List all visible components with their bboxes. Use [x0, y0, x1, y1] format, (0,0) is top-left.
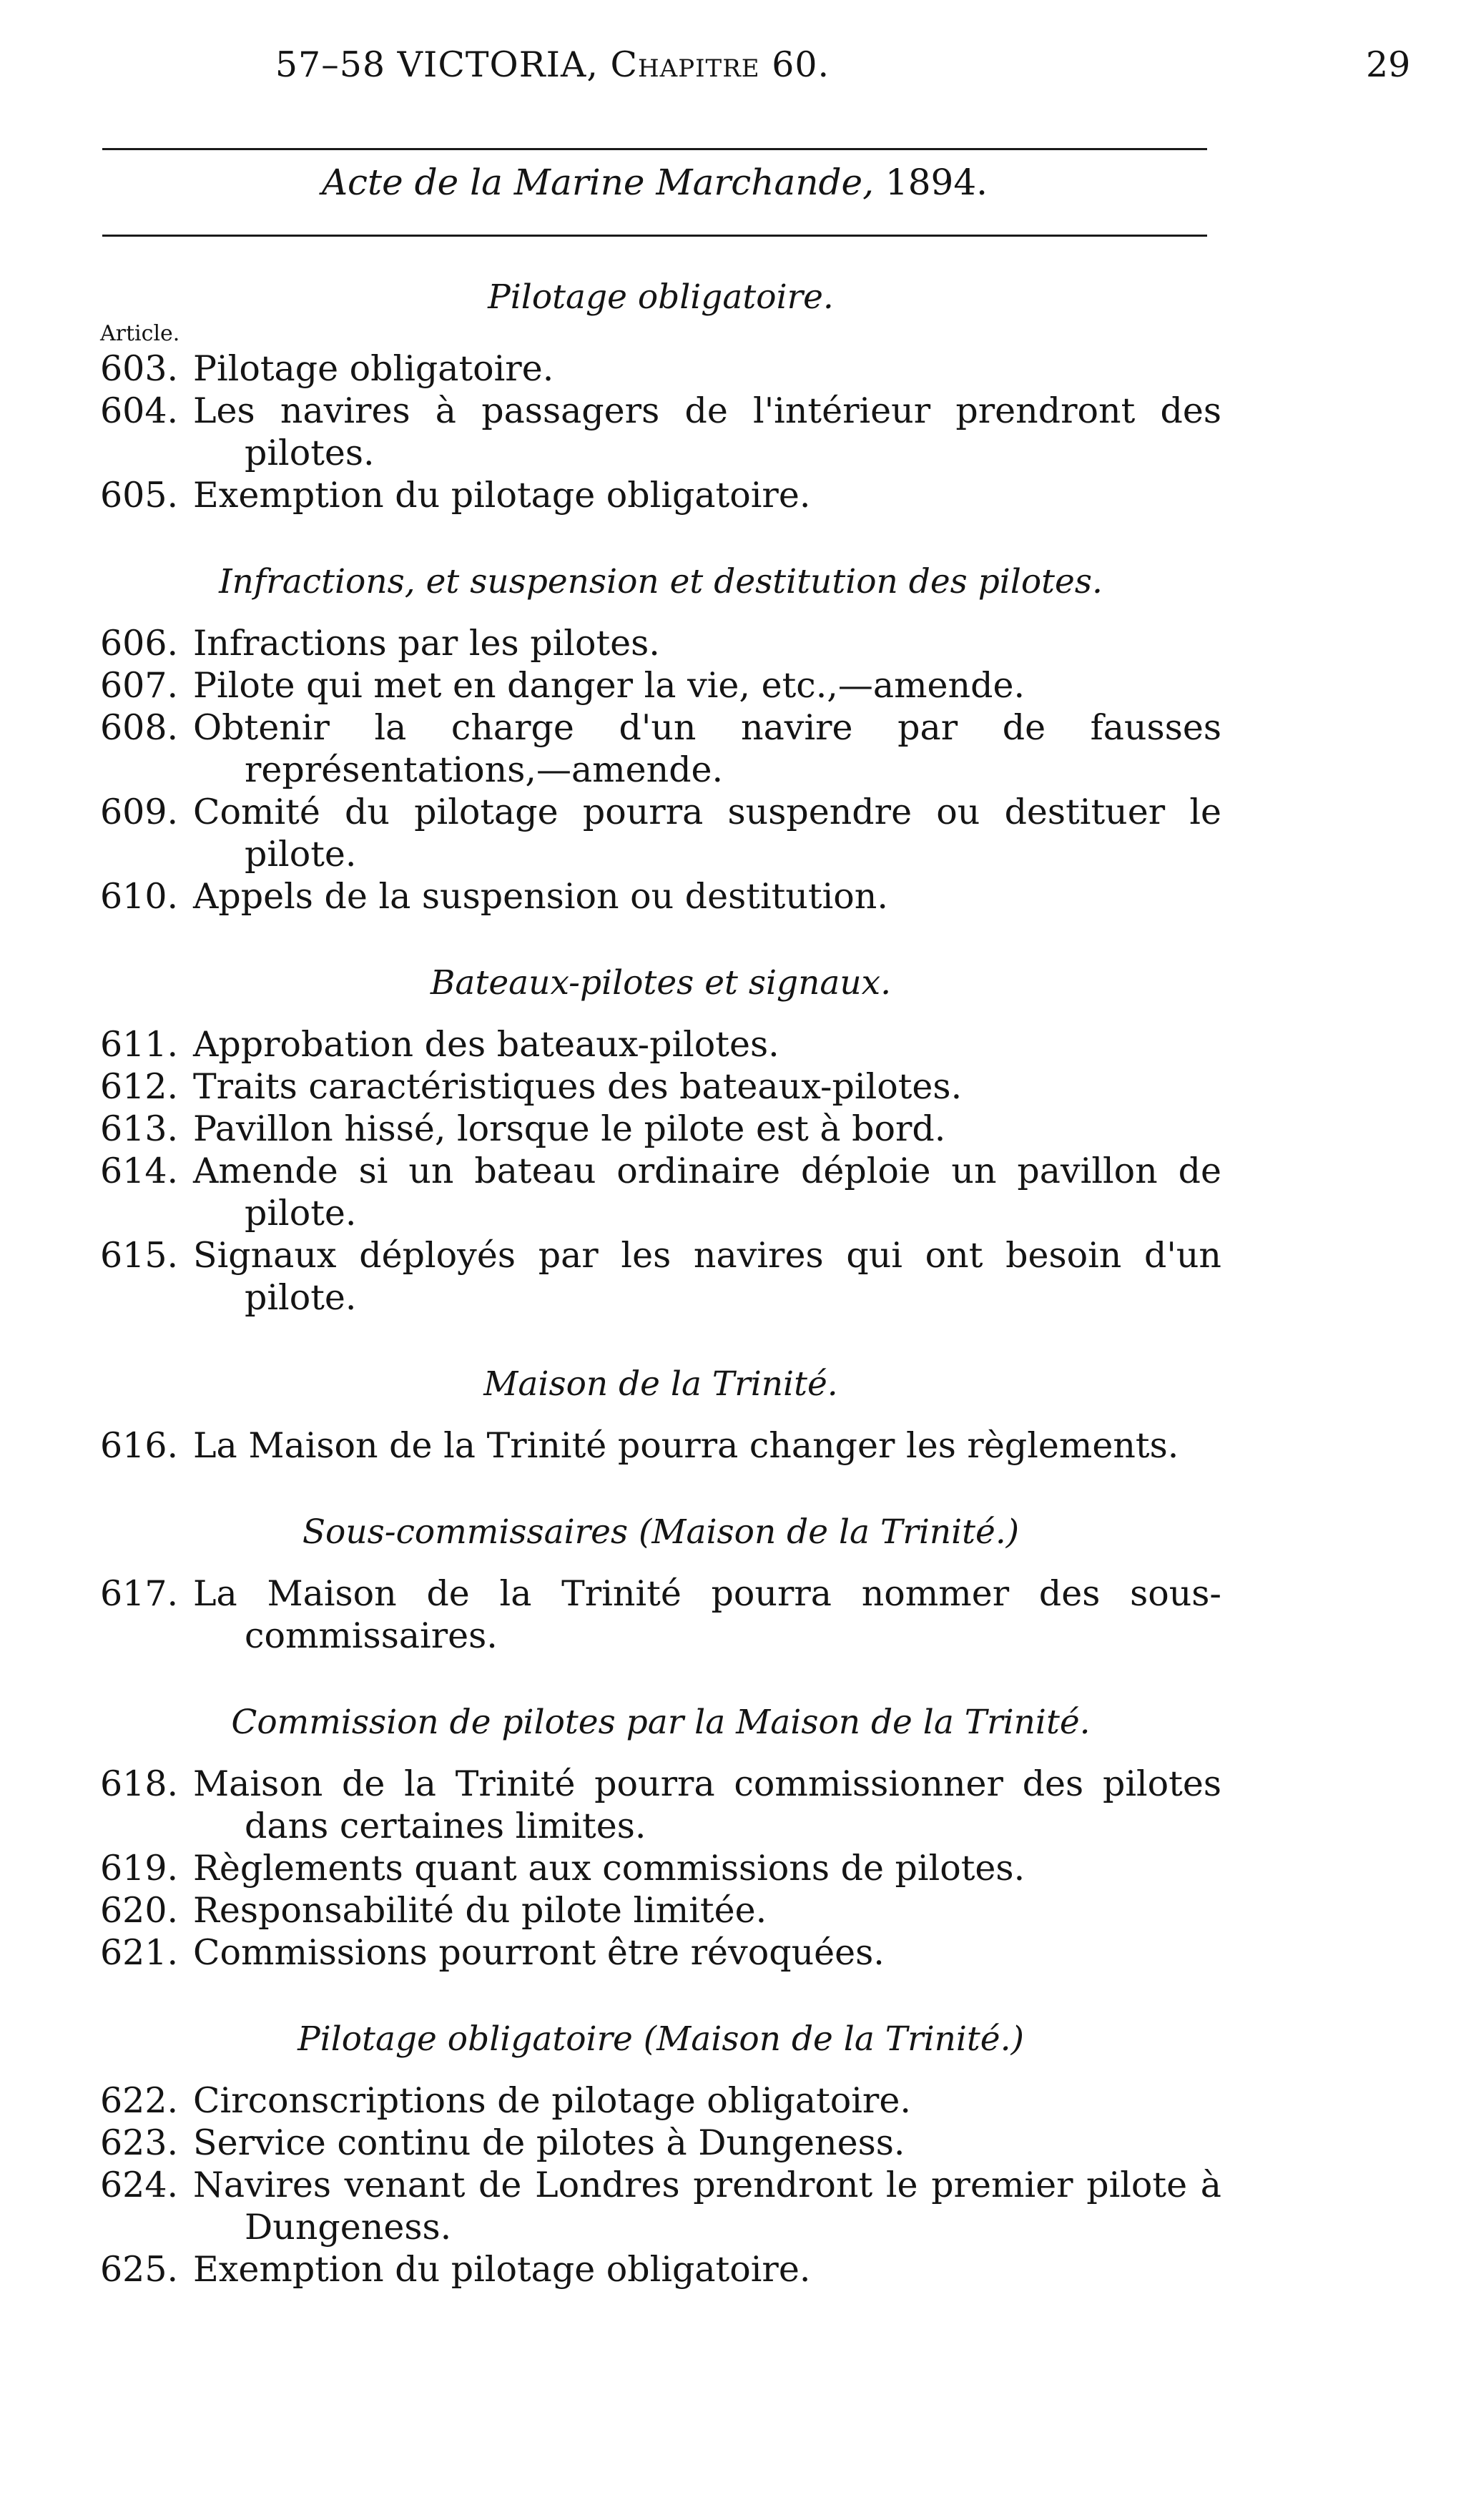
article-entry: [100, 2248, 1221, 2290]
article-description: Appels de la suspension ou destitution.: [193, 876, 888, 917]
article-entry: [100, 474, 1221, 516]
article-number: 608.: [100, 707, 179, 748]
article-description: Signaux déployés par les navires qui ont besoin d'un pilote.: [193, 1235, 1221, 1318]
article-entry: [100, 2080, 1221, 2122]
section-heading: Maison de la Trinité.: [483, 1364, 838, 1404]
article-entry: [100, 707, 1221, 791]
article-number: 621.: [100, 1932, 179, 1973]
article-number: 618.: [100, 1763, 179, 1804]
article-entry: [100, 1889, 1221, 1931]
article-description: Commissions pourront être révoquées.: [193, 1932, 885, 1973]
article-description: Traits caractéristiques des bateaux-pilotes.: [193, 1066, 963, 1107]
article-number: 625.: [100, 2249, 179, 2290]
article-entry: [100, 2164, 1221, 2248]
article-description: Exemption du pilotage obligatoire.: [193, 2249, 811, 2290]
article-description: Infractions par les pilotes.: [193, 623, 660, 664]
article-number: 614.: [100, 1151, 179, 1191]
section-heading: Pilotage obligatoire (Maison de la Trinité.): [297, 2019, 1024, 2059]
article-description: Service continu de pilotes à Dungeness.: [193, 2122, 905, 2163]
article-entry: [100, 1572, 1221, 1657]
article-entry: [100, 791, 1221, 875]
section-heading: Pilotage obligatoire.: [488, 277, 834, 317]
article-entry: [100, 1234, 1221, 1319]
article-number: 615.: [100, 1235, 179, 1276]
article-number: 620.: [100, 1890, 179, 1931]
article-number: 609.: [100, 792, 179, 832]
article-entry: [100, 664, 1221, 707]
article-entry: [100, 622, 1221, 664]
article-number: 604.: [100, 390, 179, 431]
section-heading: Bateaux-pilotes et signaux.: [430, 963, 892, 1003]
running-head: [0, 44, 1105, 85]
article-number: 607.: [100, 665, 179, 706]
table-of-contents: [100, 272, 1221, 2290]
article-description: Obtenir la charge d'un navire par de fausses représentations,—amende.: [193, 707, 1221, 790]
article-number: 605.: [100, 475, 179, 516]
section-heading: Infractions, et suspension et destitution des pilotes.: [219, 562, 1103, 601]
article-description: Navires venant de Londres prendront le premier pilote à Dungeness.: [193, 2165, 1221, 2248]
article-column-label: Article.: [100, 321, 180, 346]
section-heading: Sous-commissaires (Maison de la Trinité.): [302, 1512, 1020, 1552]
running-head-chapter: Chapitre 60.: [610, 44, 830, 85]
article-description: Maison de la Trinité pourra commissionner des pilotes dans certaines limites.: [193, 1763, 1221, 1846]
article-description: Comité du pilotage pourra suspendre ou destituer le pilote.: [193, 792, 1221, 875]
article-entry: [100, 1108, 1221, 1150]
act-title: [102, 162, 1207, 203]
article-number: 623.: [100, 2122, 179, 2163]
article-number: 613.: [100, 1108, 179, 1149]
article-entry: [100, 1023, 1221, 1065]
article-entry: [100, 1424, 1221, 1467]
article-entry: [100, 348, 1221, 390]
article-number: 617.: [100, 1573, 179, 1614]
article-description: Approbation des bateaux-pilotes.: [193, 1024, 779, 1065]
article-number: 622.: [100, 2080, 179, 2121]
article-entry: [100, 390, 1221, 474]
article-entry: [100, 1763, 1221, 1847]
article-description: Exemption du pilotage obligatoire.: [193, 475, 811, 516]
top-rule: [102, 148, 1207, 150]
article-description: Amende si un bateau ordinaire déploie un pavillon de pilote.: [193, 1151, 1221, 1234]
article-entry: [100, 1847, 1221, 1889]
article-entry: [100, 2122, 1221, 2164]
article-number: 603.: [100, 348, 179, 389]
article-description: La Maison de la Trinité pourra nommer des sous-commissaires.: [193, 1573, 1221, 1656]
article-entry: [100, 1065, 1221, 1108]
article-description: Les navires à passagers de l'intérieur prendront des pilotes.: [193, 390, 1221, 473]
article-description: Pilote qui met en danger la vie, etc.,—amende.: [193, 665, 1025, 706]
article-description: Pavillon hissé, lorsque le pilote est à bord.: [193, 1108, 946, 1149]
act-title-name: Acte de la Marine Marchande,: [321, 162, 875, 203]
article-number: 611.: [100, 1024, 179, 1065]
running-head-title: 57–58 VICTORIA,: [275, 44, 611, 85]
article-description: Circonscriptions de pilotage obligatoire.: [193, 2080, 911, 2121]
article-number: 610.: [100, 876, 179, 917]
article-entry: [100, 1931, 1221, 1974]
act-title-year: 1894.: [874, 162, 988, 203]
article-entry: [100, 875, 1221, 917]
article-number: 616.: [100, 1425, 179, 1466]
section-heading: Commission de pilotes par la Maison de la Trinité.: [231, 1703, 1091, 1742]
article-description: La Maison de la Trinité pourra changer les règlements.: [193, 1425, 1179, 1466]
article-description: Pilotage obligatoire.: [193, 348, 554, 389]
article-number: 612.: [100, 1066, 179, 1107]
article-description: Règlements quant aux commissions de pilotes.: [193, 1848, 1025, 1889]
article-number: 619.: [100, 1848, 179, 1889]
article-number: 606.: [100, 623, 179, 664]
article-entry: [100, 1150, 1221, 1234]
page-number: 29: [1366, 44, 1411, 85]
article-number: 624.: [100, 2165, 179, 2205]
article-description: Responsabilité du pilote limitée.: [193, 1890, 767, 1931]
bottom-rule: [102, 235, 1207, 237]
